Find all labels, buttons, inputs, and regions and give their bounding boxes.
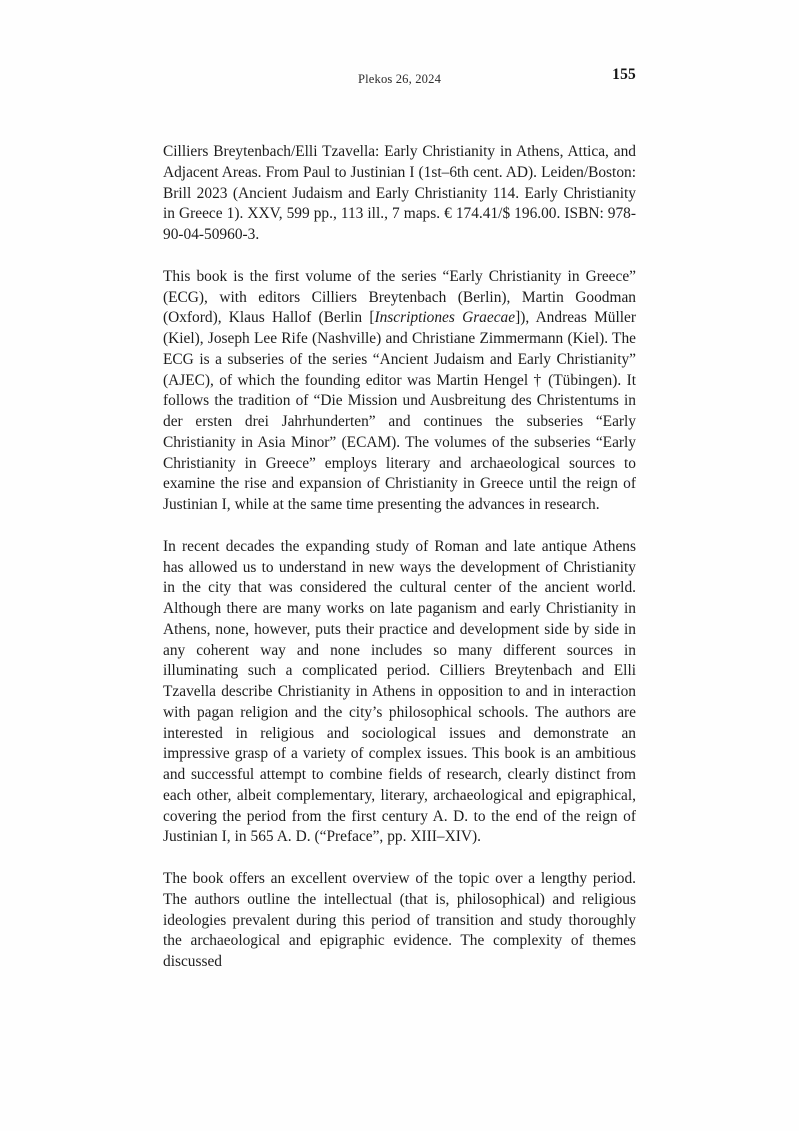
running-head [163, 66, 636, 94]
review-paragraph-2: In recent decades the expanding study of Roman and late antique Athens has allowed us to understand in new ways the development of Christianity in the city that was considered the cultural center of the ancient world. Although there are many works on late paganism and early Christianity in Athens, none, however, puts their practice and development side by side in any coherent way and none includes so many different sources in illuminating such a complicated period. Cilliers Breytenbach and Elli Tzavella describe Christianity in Athens in opposition to and in interaction with pagan religion and the city’s philosophical schools. The authors are interested in religious and sociological issues and demonstrate an impressive grasp of a variety of complex issues. This book is an ambitious and successful attempt to combine fields of research, clearly distinct from each other, albeit complementary, literary, archaeological and epigraphical, covering the period from the first century A. D. to the end of the reign of Justinian I, in 565 A. D. (“Preface”, pp. XIII–XIV). [163, 537, 636, 846]
running-head-journal-title: Plekos 26, 2024 [357, 72, 442, 86]
series-title-inscriptiones-graecae: Inscriptiones Graecae [374, 309, 516, 327]
bibliographic-entry: Cilliers Breytenbach/Elli Tzavella: Early Christianity in Athens, Attica, and Adjacent Areas. From Paul to Justinian I (1st–6th cent. AD). Leiden/Boston: Brill 2023 (Ancient Judaism and Early Christianity 114. Early Christianity in Greece 1). XXV, 599 pp., 113 ill., 7 maps. € 174.41/$ 196.00. ISBN: 978-90-04-50960-3. [163, 143, 636, 243]
page-number: 155 [612, 66, 636, 83]
text-block [163, 142, 636, 973]
review-paragraph-3: The book offers an excellent overview of the topic over a lengthy period. The authors outline the intellectual (that is, philosophical) and religious ideologies prevalent during this period of transition and study thoroughly the archaeological and epigraphic evidence. The complexity of themes discussed [163, 870, 636, 970]
paragraph-1-part-1: This book is the first volume of the series “Early Christianity in Greece” (ECG), with editors Cilliers Breytenbach (Berlin), Martin Goodman (Oxford), Klaus Hallof (Berlin [ [163, 267, 636, 327]
review-paragraph-1 [163, 267, 636, 516]
paragraph-1-part-2: ]), Andreas Müller (Kiel), Joseph Lee Rife (Nashville) and Christiane Zimmermann (Kiel). The ECG is a subseries of the series “Ancient Judaism and Early Christianity” (AJEC), of which the founding editor was Martin Hengel † (Tübingen). It follows the tradition of “Die Mission und Ausbreitung des Christentums in der ersten drei Jahrhunderten” and continues the subseries “Early Christianity in Asia Minor” (ECAM). The volumes of the subseries “Early Christianity in Greece” employs literary and archaeological sources to examine the rise and expansion of Christianity in Greece until the reign of Justinian I, while at the same time presenting the advances in research. [163, 309, 636, 513]
